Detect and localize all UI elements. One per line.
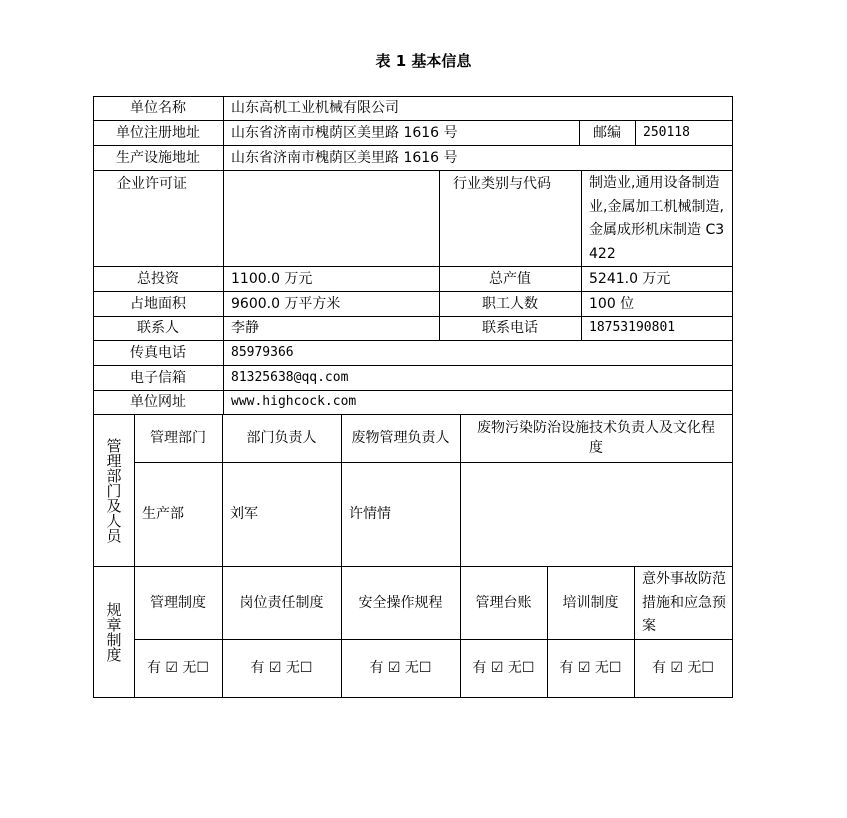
table-grid-line <box>93 365 733 366</box>
rules-value-safety: 有 ☑ 无☐ <box>369 660 432 676</box>
website-label: 单位网址 <box>130 394 186 410</box>
table-grid-line <box>635 120 636 145</box>
rules-value-emergency: 有 ☑ 无☐ <box>651 660 714 676</box>
facility-address-value: 山东省济南市槐荫区美里路 1616 号 <box>231 149 458 166</box>
permit-value <box>223 170 439 266</box>
reg-address-label: 单位注册地址 <box>116 124 200 141</box>
management-dept-value: 生产部 <box>142 506 184 522</box>
industry-label: 行业类别与代码 <box>453 176 551 192</box>
rules-header-management: 管理制度 <box>150 594 206 611</box>
unit-name-label: 单位名称 <box>130 100 186 116</box>
rules-value-training: 有 ☑ 无☐ <box>559 660 622 676</box>
investment-label: 总投资 <box>137 270 179 287</box>
postcode-label: 邮编 <box>593 124 621 141</box>
table-grid-line <box>93 120 733 121</box>
table-grid-line <box>223 96 224 414</box>
table-grid-line <box>93 145 733 146</box>
table-grid-line <box>134 414 135 698</box>
table-grid-line <box>93 566 733 567</box>
table-grid-line <box>341 414 342 698</box>
table-grid-line <box>222 414 223 698</box>
table-grid-line <box>134 639 733 640</box>
rules-header-training: 培训制度 <box>562 594 619 611</box>
table-grid-line <box>93 414 733 415</box>
output-value: 5241.0 万元 <box>589 270 671 287</box>
unit-name-value: 山东高机工业机械有限公司 <box>231 100 399 116</box>
management-dept-head-value: 刘军 <box>230 506 258 522</box>
table-grid-line <box>93 316 733 317</box>
staff-value: 100 位 <box>589 295 635 312</box>
phone-label: 联系电话 <box>482 320 538 336</box>
rules-value-responsibility: 有 ☑ 无☐ <box>250 660 313 676</box>
rules-header-emergency: 意外事故防范措施和应急预案 <box>642 571 726 634</box>
management-waste-head-value: 许情情 <box>349 506 391 522</box>
reg-address-value: 山东省济南市槐荫区美里路 1616 号 <box>231 124 458 141</box>
management-section-label: 管理部门及人员 <box>104 437 123 543</box>
table-grid-line <box>460 414 461 698</box>
table-grid-line <box>547 566 548 698</box>
table-grid-line <box>579 120 580 145</box>
table-grid-line <box>439 170 440 340</box>
rules-value-ledger: 有 ☑ 无☐ <box>472 660 535 676</box>
postcode-value: 250118 <box>643 124 690 140</box>
permit-label: 企业许可证 <box>117 176 187 192</box>
industry-value: 制造业,通用设备制造业,金属加工机械制造,金属成形机床制造 C3422 <box>589 175 725 262</box>
rules-section-label: 规章制度 <box>104 601 123 662</box>
table-border-line <box>93 96 733 97</box>
table-border-line <box>732 96 733 698</box>
table-grid-line <box>634 566 635 698</box>
fax-label: 传真电话 <box>130 344 186 361</box>
management-header-dept: 管理部门 <box>150 430 206 446</box>
page-title: 表 1 基本信息 <box>375 52 472 70</box>
investment-value: 1100.0 万元 <box>231 270 313 287</box>
management-header-tech-head: 废物污染防治设施技术负责人及文化程度 <box>477 420 715 456</box>
table-grid-line <box>581 170 582 340</box>
table-grid-line <box>93 266 733 267</box>
contact-label: 联系人 <box>137 320 179 336</box>
facility-address-label: 生产设施地址 <box>116 149 200 166</box>
email-value: 81325638@qq.com <box>231 369 349 385</box>
area-label: 占地面积 <box>130 295 186 312</box>
rules-header-responsibility: 岗位责任制度 <box>239 594 324 611</box>
output-label: 总产值 <box>489 270 531 287</box>
management-header-dept-head: 部门负责人 <box>246 430 317 446</box>
rules-header-safety: 安全操作规程 <box>358 594 443 611</box>
contact-value: 李静 <box>231 320 259 336</box>
table-grid-line <box>93 390 733 391</box>
table-grid-line <box>134 462 733 463</box>
table-border-line <box>93 96 94 698</box>
table-border-line <box>93 697 733 698</box>
table-grid-line <box>93 291 733 292</box>
staff-label: 职工人数 <box>482 295 538 312</box>
table-grid-line <box>93 340 733 341</box>
rules-value-management: 有 ☑ 无☐ <box>146 660 209 676</box>
phone-value: 18753190801 <box>589 320 676 335</box>
email-label: 电子信箱 <box>130 369 186 386</box>
management-header-waste-head: 废物管理负责人 <box>351 430 450 446</box>
fax-value: 85979366 <box>231 344 294 360</box>
rules-header-ledger: 管理台账 <box>475 594 532 611</box>
website-value: www.highcock.com <box>231 394 357 409</box>
area-value: 9600.0 万平方米 <box>231 295 341 312</box>
management-tech-head-value <box>460 462 732 566</box>
table-grid-line <box>93 170 733 171</box>
